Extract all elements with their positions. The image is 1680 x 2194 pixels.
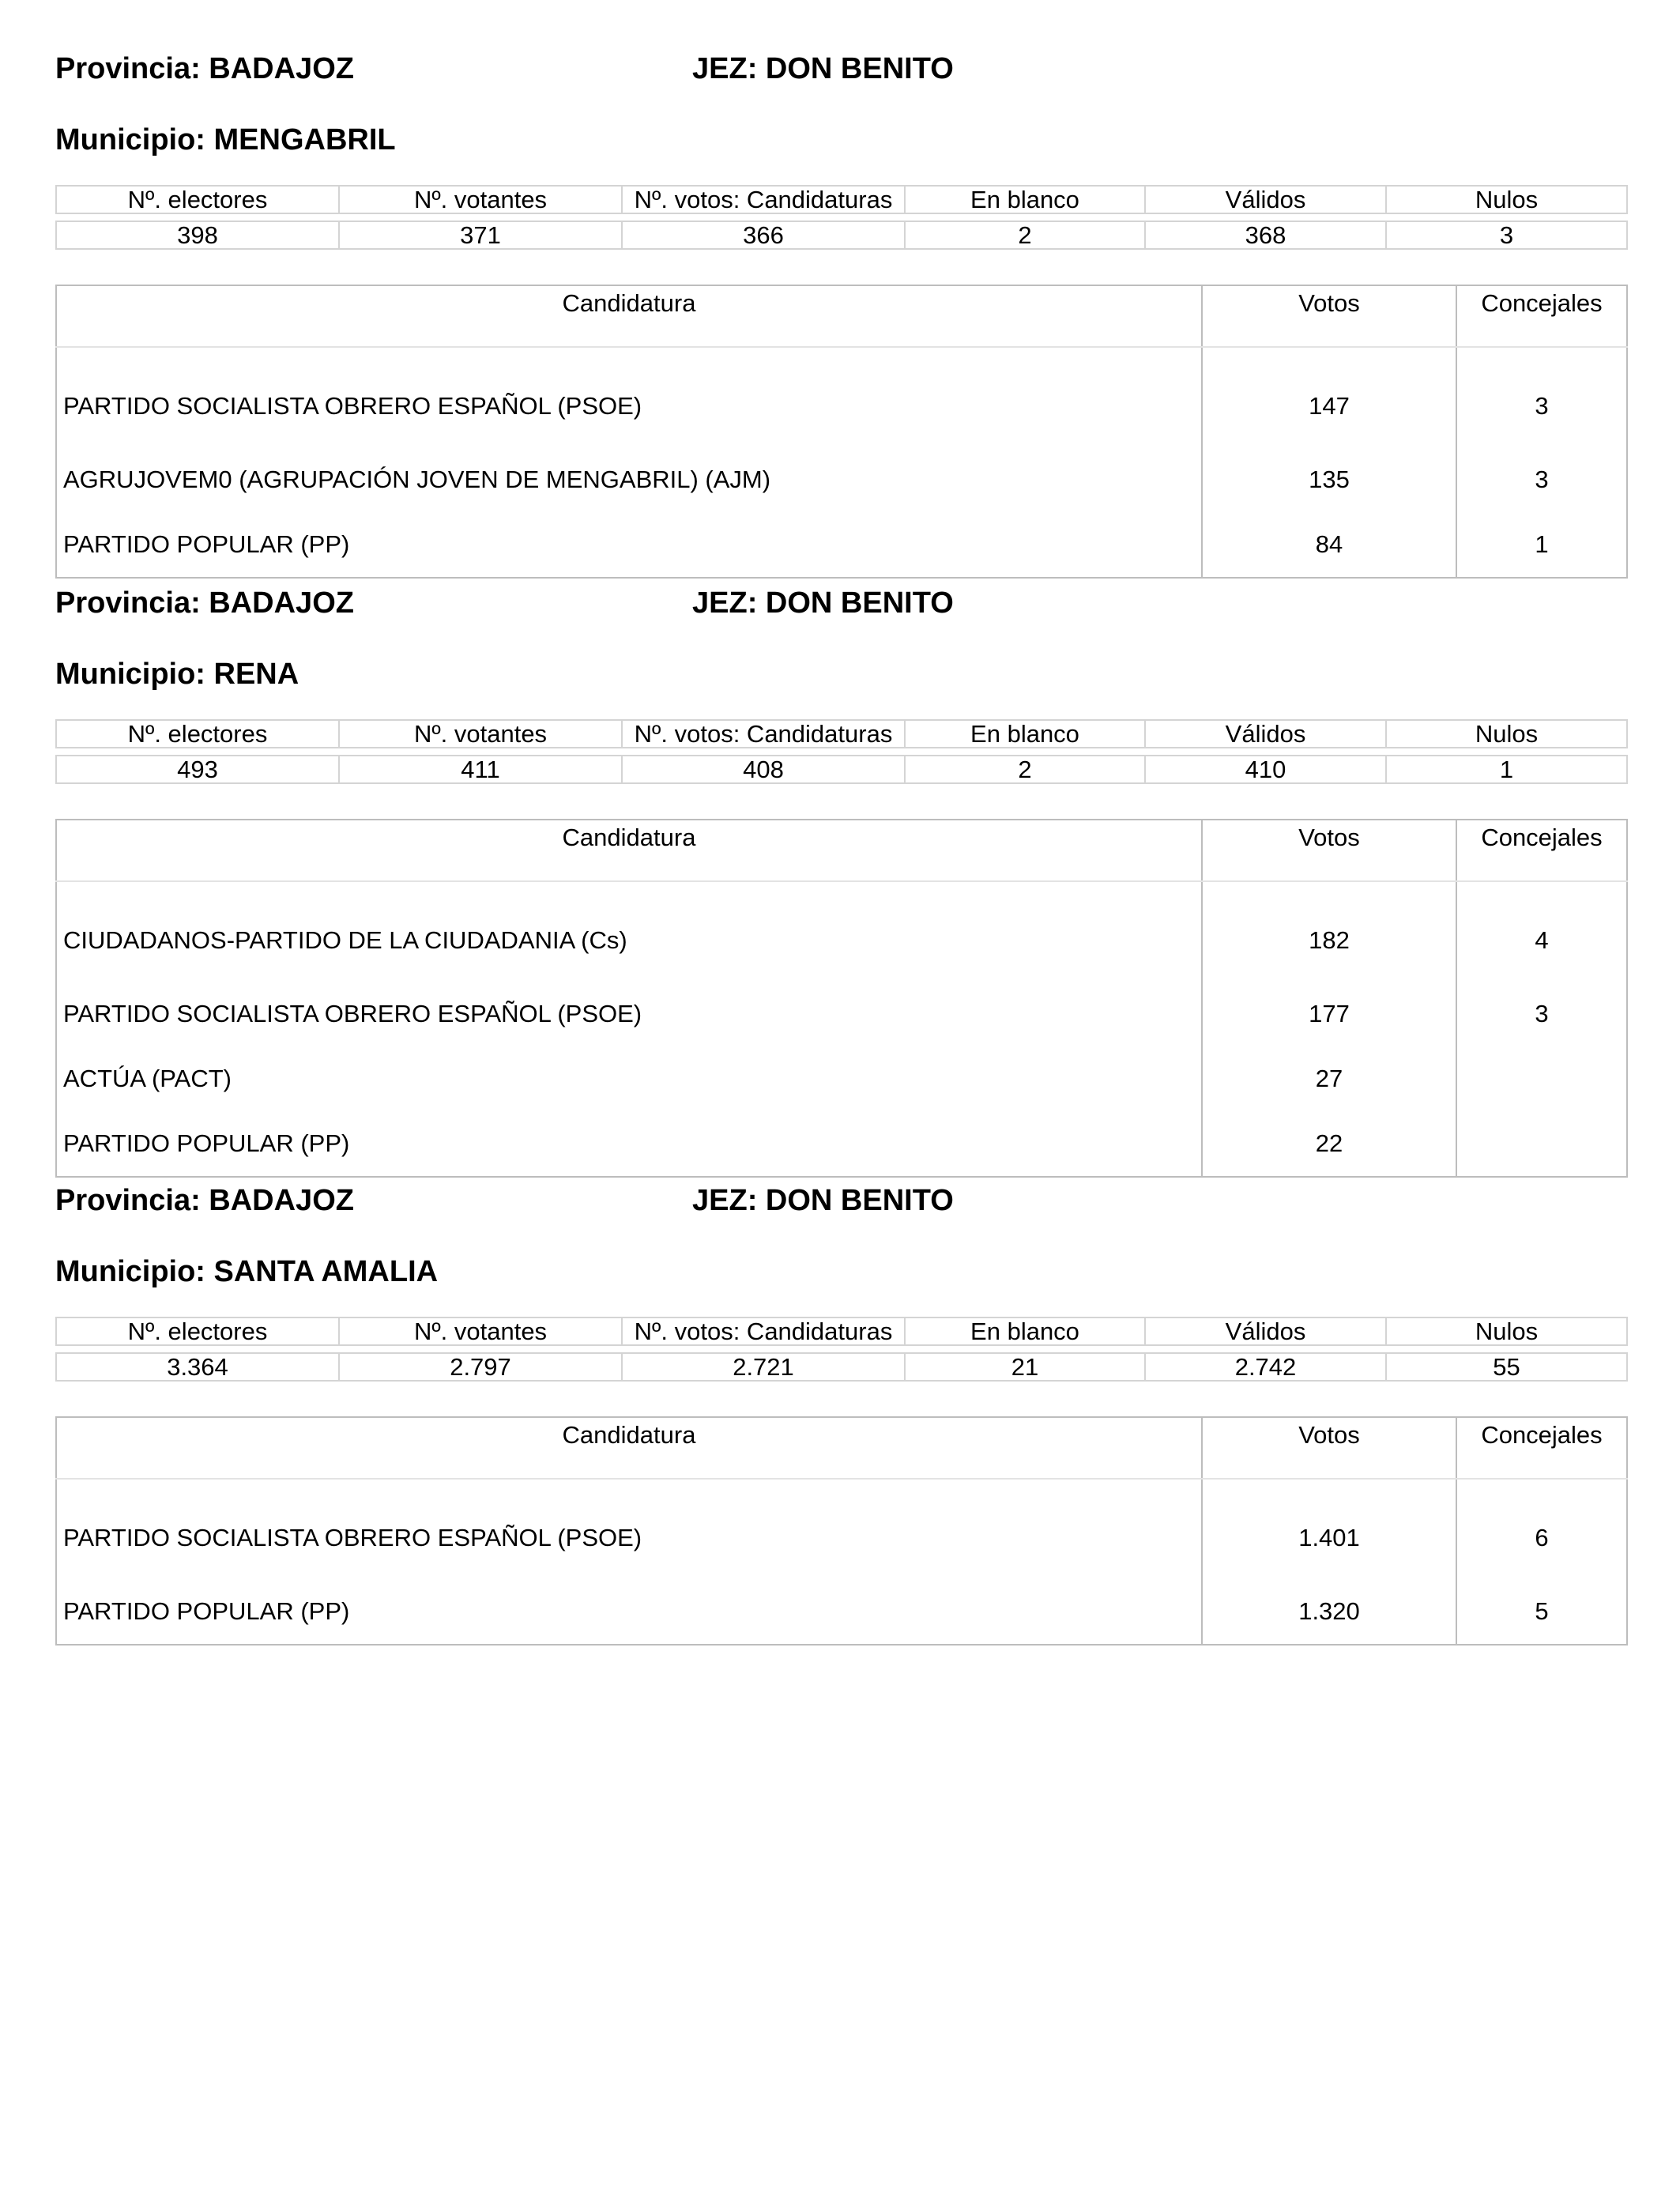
stats-value: 410 <box>1145 756 1386 783</box>
stats-header: Nº. votantes <box>339 186 622 213</box>
candidatura-cell: PARTIDO POPULAR (PP) <box>63 1597 350 1625</box>
concejales-header: Concejales <box>1456 820 1627 881</box>
table-row <box>56 1111 1627 1177</box>
votos-cell: 1.401 <box>1202 1479 1456 1579</box>
candidatura-cell: PARTIDO SOCIALISTA OBRERO ESPAÑOL (PSOE) <box>63 1000 642 1027</box>
candidatura-cell: AGRUJOVEM0 (AGRUPACIÓN JOVEN DE MENGABRIL) (AJM) <box>63 466 771 493</box>
results-header-row <box>56 285 1627 347</box>
province-header <box>55 583 1626 623</box>
votos-header: Votos <box>1202 820 1456 881</box>
provincia-label: Provincia: BADAJOZ <box>55 586 354 620</box>
concejales-cell: 3 <box>1456 982 1627 1046</box>
concejales-cell: 3 <box>1456 347 1627 447</box>
votos-header: Votos <box>1202 285 1456 347</box>
province-header <box>55 1181 1626 1220</box>
stats-header: Nº. votantes <box>339 720 622 748</box>
table-row <box>56 1479 1627 1579</box>
stats-header: Válidos <box>1145 720 1386 748</box>
candidatura-header: Candidatura <box>56 1417 1202 1479</box>
stats-header: En blanco <box>905 1318 1145 1345</box>
stats-value: 21 <box>905 1353 1145 1381</box>
stats-table <box>55 719 1628 784</box>
municipio-header <box>55 1252 1626 1291</box>
results-header-row <box>56 820 1627 881</box>
table-row <box>56 1046 1627 1111</box>
stats-value: 3.364 <box>56 1353 339 1381</box>
results-table <box>55 819 1628 1178</box>
concejales-cell: 4 <box>1456 881 1627 982</box>
votos-cell: 182 <box>1202 881 1456 982</box>
stats-value: 493 <box>56 756 339 783</box>
votos-cell: 84 <box>1202 512 1456 578</box>
stats-header: Nº. votantes <box>339 1318 622 1345</box>
table-row <box>56 347 1627 447</box>
votos-cell: 1.320 <box>1202 1579 1456 1645</box>
stats-value: 2 <box>905 221 1145 249</box>
concejales-cell <box>1456 1111 1627 1177</box>
table-row <box>56 1579 1627 1645</box>
stats-value: 1 <box>1386 756 1627 783</box>
jez-label: JEZ: DON BENITO <box>692 52 954 85</box>
stats-header: Nulos <box>1386 186 1627 213</box>
stats-value: 368 <box>1145 221 1386 249</box>
stats-value: 2.742 <box>1145 1353 1386 1381</box>
table-row <box>56 447 1627 512</box>
stats-value-row <box>56 221 1627 249</box>
concejales-cell: 3 <box>1456 447 1627 512</box>
municipio-title: Municipio: SANTA AMALIA <box>55 1255 439 1288</box>
table-row <box>56 512 1627 578</box>
stats-value: 411 <box>339 756 622 783</box>
stats-header: En blanco <box>905 186 1145 213</box>
stats-header: Nulos <box>1386 720 1627 748</box>
provincia-label: Provincia: BADAJOZ <box>55 52 354 85</box>
candidatura-header: Candidatura <box>56 285 1202 347</box>
stats-value-row <box>56 1353 1627 1381</box>
concejales-cell: 5 <box>1456 1579 1627 1645</box>
stats-table <box>55 1317 1628 1382</box>
votos-cell: 177 <box>1202 982 1456 1046</box>
votos-cell: 135 <box>1202 447 1456 512</box>
stats-header-row <box>56 186 1627 213</box>
provincia-label: Provincia: BADAJOZ <box>55 1184 354 1217</box>
results-table <box>55 1416 1628 1646</box>
stats-header-row <box>56 1318 1627 1345</box>
stats-header: Nº. votos: Candidaturas <box>622 720 905 748</box>
stats-value: 55 <box>1386 1353 1627 1381</box>
stats-header: Nº. electores <box>56 186 339 213</box>
stats-value: 2.797 <box>339 1353 622 1381</box>
stats-value: 2.721 <box>622 1353 905 1381</box>
stats-value: 2 <box>905 756 1145 783</box>
stats-header: Nulos <box>1386 1318 1627 1345</box>
candidatura-cell: CIUDADANOS-PARTIDO DE LA CIUDADANIA (Cs) <box>63 926 627 954</box>
stats-value: 3 <box>1386 221 1627 249</box>
votos-cell: 27 <box>1202 1046 1456 1111</box>
candidatura-header: Candidatura <box>56 820 1202 881</box>
candidatura-cell: PARTIDO SOCIALISTA OBRERO ESPAÑOL (PSOE) <box>63 392 642 420</box>
results-table <box>55 285 1628 579</box>
province-header <box>55 49 1626 89</box>
votos-header: Votos <box>1202 1417 1456 1479</box>
municipio-header <box>55 654 1626 694</box>
stats-header: Válidos <box>1145 1318 1386 1345</box>
stats-header-row <box>56 720 1627 748</box>
stats-header: Válidos <box>1145 186 1386 213</box>
concejales-header: Concejales <box>1456 1417 1627 1479</box>
results-header-row <box>56 1417 1627 1479</box>
jez-label: JEZ: DON BENITO <box>692 1184 954 1217</box>
table-row <box>56 982 1627 1046</box>
stats-header: Nº. votos: Candidaturas <box>622 1318 905 1345</box>
municipio-title: Municipio: RENA <box>55 658 299 691</box>
concejales-cell: 6 <box>1456 1479 1627 1579</box>
candidatura-cell: ACTÚA (PACT) <box>63 1065 232 1092</box>
stats-table <box>55 185 1628 250</box>
stats-value-row <box>56 756 1627 783</box>
votos-cell: 147 <box>1202 347 1456 447</box>
concejales-cell: 1 <box>1456 512 1627 578</box>
stats-header: Nº. electores <box>56 720 339 748</box>
votos-cell: 22 <box>1202 1111 1456 1177</box>
stats-value: 408 <box>622 756 905 783</box>
table-row <box>56 881 1627 982</box>
concejales-cell <box>1456 1046 1627 1111</box>
stats-value: 371 <box>339 221 622 249</box>
jez-label: JEZ: DON BENITO <box>692 586 954 620</box>
municipio-title: Municipio: MENGABRIL <box>55 123 396 156</box>
stats-header: Nº. electores <box>56 1318 339 1345</box>
stats-value: 366 <box>622 221 905 249</box>
municipio-header <box>55 120 1626 160</box>
stats-value: 398 <box>56 221 339 249</box>
stats-header: En blanco <box>905 720 1145 748</box>
candidatura-cell: PARTIDO POPULAR (PP) <box>63 1129 350 1157</box>
candidatura-cell: PARTIDO POPULAR (PP) <box>63 530 350 558</box>
concejales-header: Concejales <box>1456 285 1627 347</box>
candidatura-cell: PARTIDO SOCIALISTA OBRERO ESPAÑOL (PSOE) <box>63 1524 642 1551</box>
stats-header: Nº. votos: Candidaturas <box>622 186 905 213</box>
